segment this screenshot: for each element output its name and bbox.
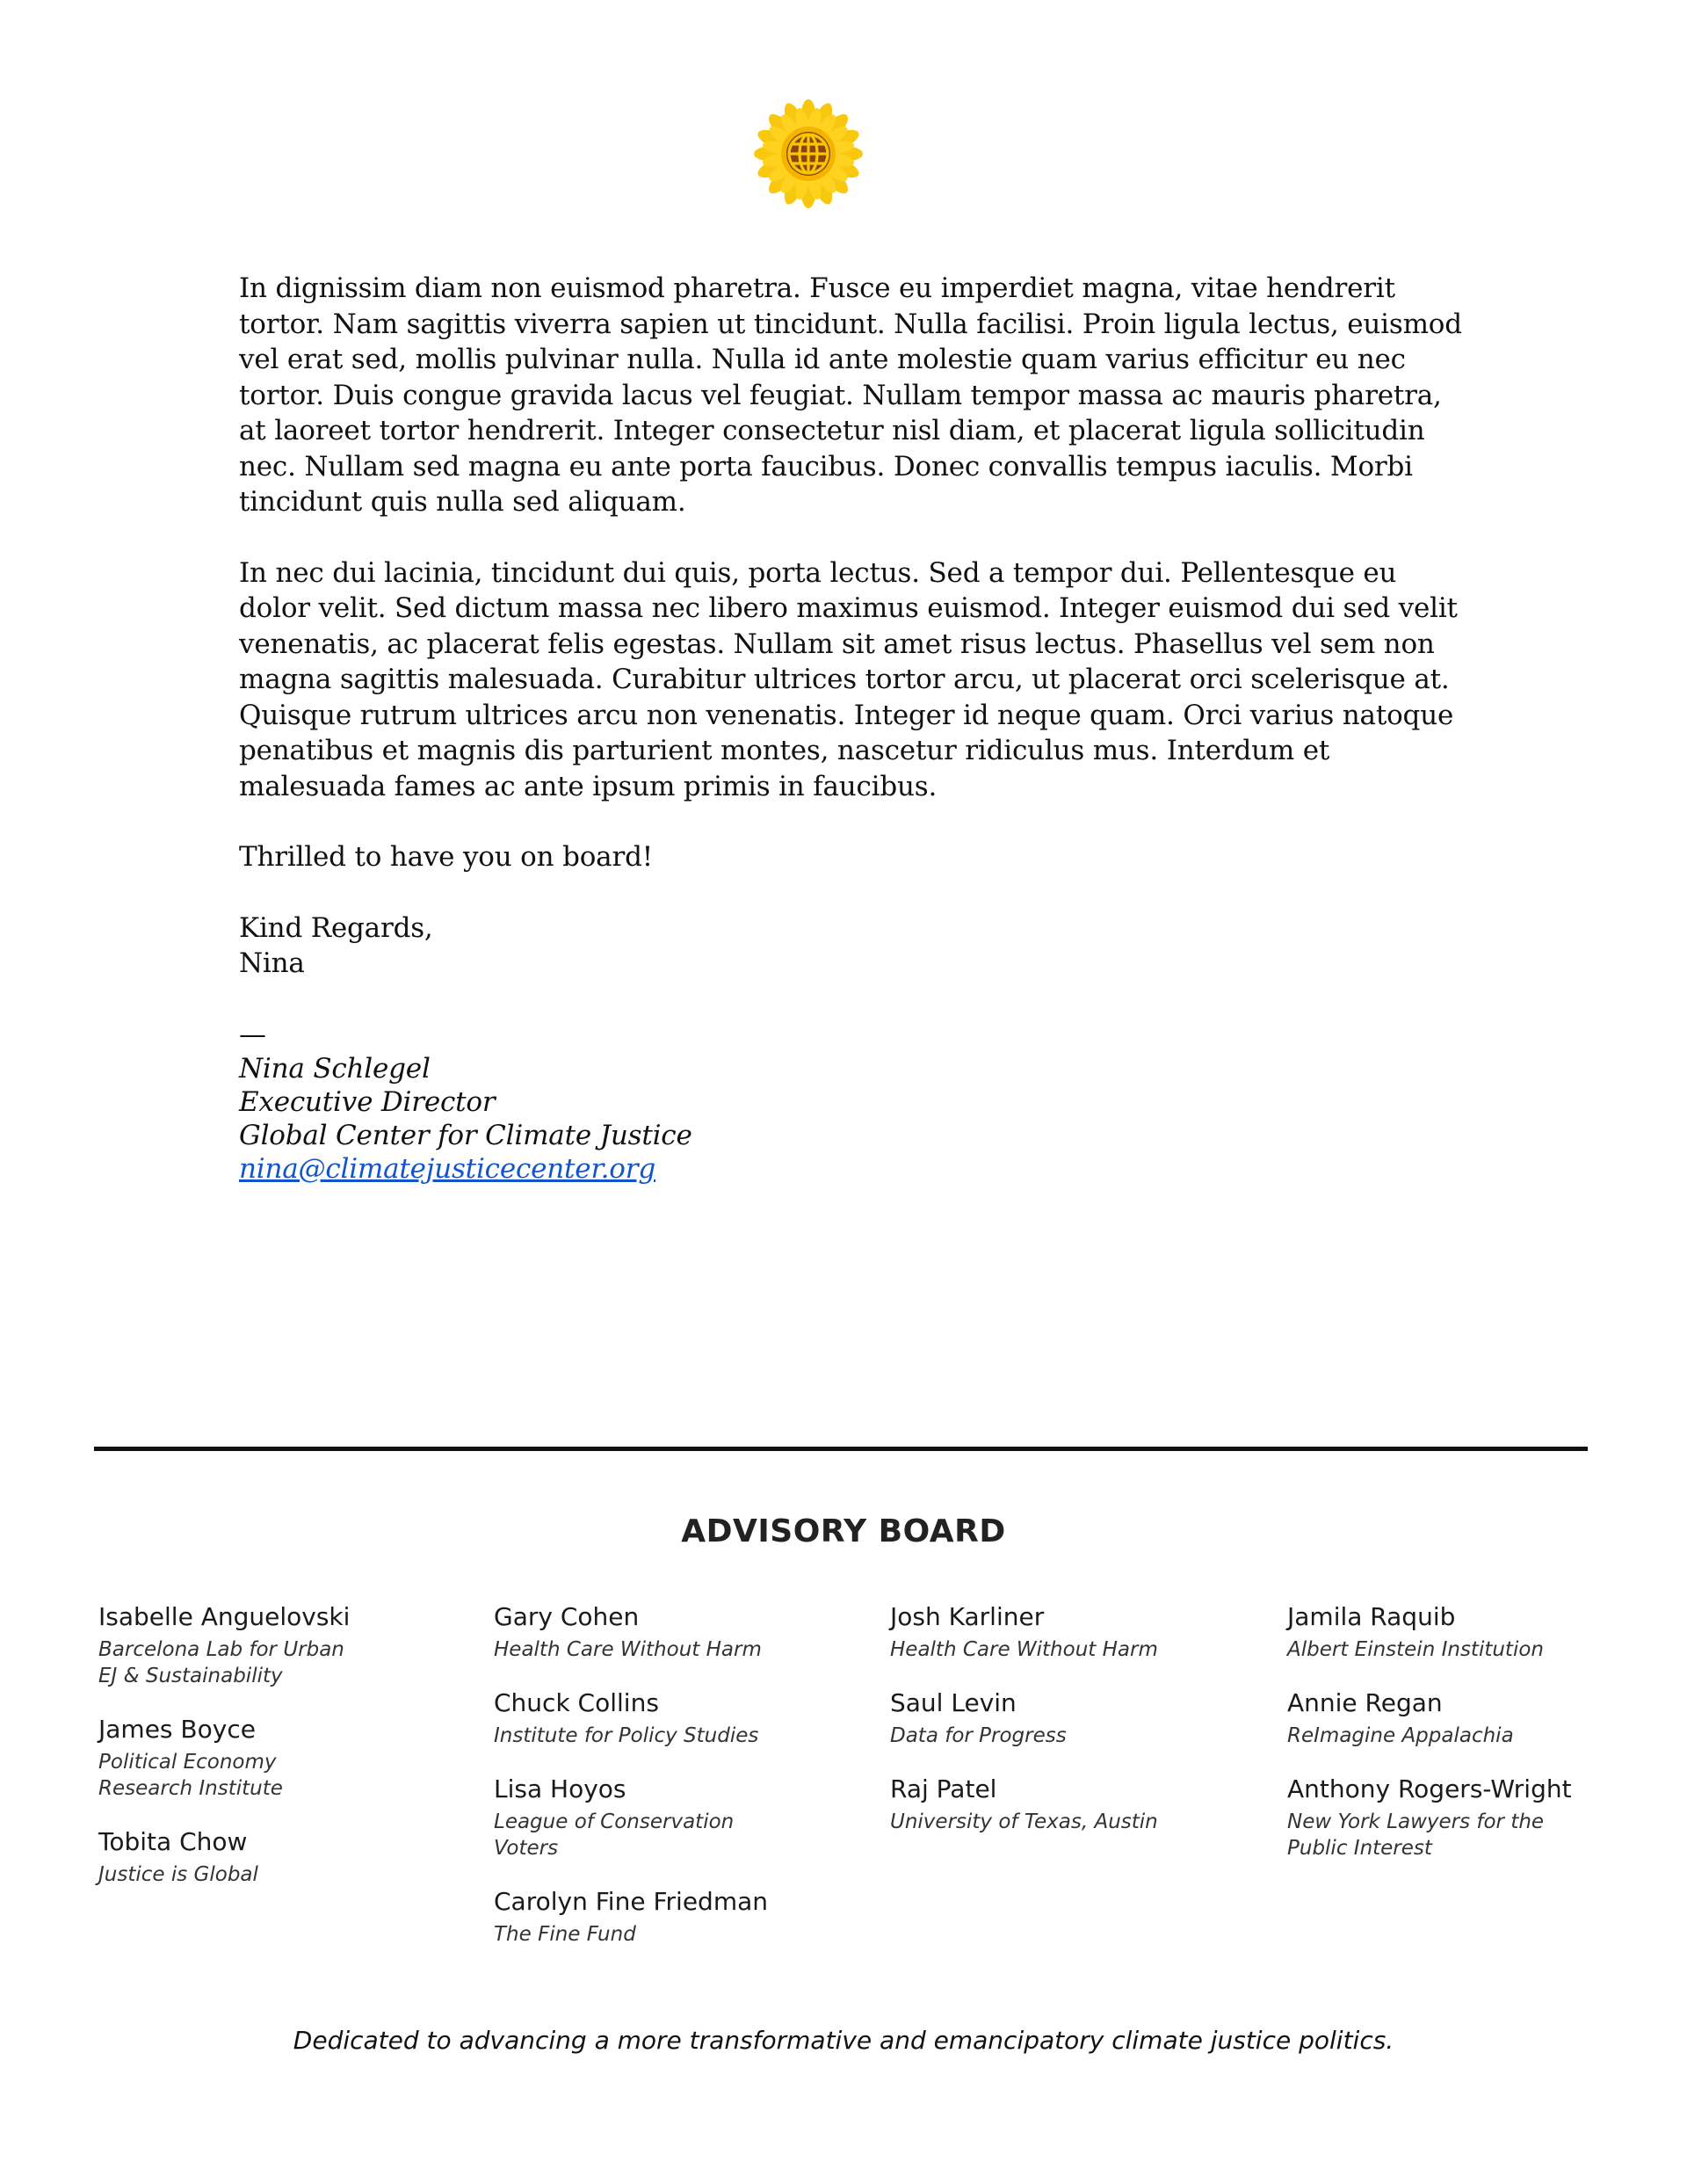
organization-line: EJ & Sustainability <box>98 1665 283 1687</box>
board-member <box>890 1687 1277 1749</box>
footer-divider <box>94 1447 1588 1451</box>
closing-phrase: Kind Regards, <box>239 911 433 944</box>
organization-line: Data for Progress <box>890 1724 1067 1747</box>
organization-line: League of Conservation <box>494 1810 735 1833</box>
organization-line: Albert Einstein Institution <box>1287 1638 1544 1661</box>
closing-name: Nina <box>239 947 305 979</box>
board-member-organization <box>890 1636 1277 1663</box>
advisory-board-column <box>1287 1601 1674 1886</box>
sunflower-globe-logo <box>751 97 865 211</box>
board-member-name: Tobita Chow <box>98 1827 248 1856</box>
board-member-name: Saul Levin <box>890 1688 1017 1717</box>
board-member-name: Gary Cohen <box>494 1602 640 1631</box>
board-member-name: Lisa Hoyos <box>494 1774 626 1803</box>
organization-line: The Fine Fund <box>494 1923 636 1946</box>
board-member-name: Raj Patel <box>890 1774 997 1803</box>
advisory-board-column <box>98 1601 485 1912</box>
board-member-organization <box>98 1749 485 1802</box>
organization-line: Institute for Policy Studies <box>494 1724 759 1747</box>
signature-name: Nina Schlegel <box>239 1052 431 1085</box>
board-member-organization <box>890 1723 1277 1749</box>
organization-line: Research Institute <box>98 1777 283 1800</box>
board-member-organization <box>1287 1723 1674 1749</box>
board-member-name: Jamila Raquib <box>1287 1602 1456 1631</box>
organization-line: New York Lawyers for the <box>1287 1810 1545 1833</box>
board-member <box>98 1601 485 1689</box>
board-member-organization <box>98 1861 485 1888</box>
organization-line: Justice is Global <box>98 1863 258 1886</box>
board-member-organization <box>890 1809 1277 1835</box>
board-member-name: Annie Regan <box>1287 1688 1443 1717</box>
organization-line: University of Texas, Austin <box>890 1810 1158 1833</box>
board-member <box>1287 1601 1674 1663</box>
board-member-name: Isabelle Anguelovski <box>98 1602 351 1631</box>
board-member-organization <box>1287 1636 1674 1663</box>
board-member <box>890 1774 1277 1835</box>
board-member-organization <box>494 1723 880 1749</box>
board-member <box>98 1826 485 1888</box>
board-member-organization <box>494 1636 880 1663</box>
organization-line: Barcelona Lab for Urban <box>98 1638 344 1661</box>
signature-block <box>239 1017 1469 1186</box>
board-member-organization <box>1287 1809 1674 1861</box>
signature-email-link[interactable]: nina@climatejusticecenter.org <box>239 1152 656 1185</box>
organization-line: Public Interest <box>1287 1837 1432 1860</box>
organization-line: Health Care Without Harm <box>494 1638 762 1661</box>
board-member-name: Carolyn Fine Friedman <box>494 1887 768 1916</box>
footer-tagline: Dedicated to advancing a more transformative and emancipatory climate justice politics. <box>293 2026 1394 2055</box>
letter-paragraph: In nec dui lacinia, tincidunt dui quis, porta lectus. Sed a tempor dui. Pellentesque eu dolor velit. Sed dictum massa nec libero maximus euismod. Integer euismod dui sed velit venenatis, ac placerat felis egestas. Nullam sit amet risus lectus. Phasellus vel sem non magna sagittis malesuada. Curabitur ultrices tortor arcu, ut placerat orci scelerisque at. Quisque rutrum ultrices arcu non venenatis. Integer id neque quam. Orci varius natoque penatibus et magnis dis parturient montes, nascetur ridiculus mus. Interdum et malesuada fames ac ante ipsum primis in faucibus. <box>239 556 1458 802</box>
letter-body <box>239 271 1469 1186</box>
signature-dash: — <box>239 1018 266 1050</box>
board-member-name: Chuck Collins <box>494 1688 659 1717</box>
board-member <box>1287 1774 1674 1861</box>
advisory-board-title: ADVISORY BOARD <box>681 1513 1006 1549</box>
organization-line: Voters <box>494 1837 559 1860</box>
board-member <box>98 1714 485 1802</box>
board-member-organization <box>494 1921 880 1948</box>
letter-closing <box>239 911 1469 982</box>
board-member-name: Josh Karliner <box>890 1602 1045 1631</box>
board-member-name: James Boyce <box>98 1715 256 1744</box>
board-member <box>494 1774 880 1861</box>
signature-title: Executive Director <box>239 1085 496 1118</box>
signature-organization: Global Center for Climate Justice <box>239 1119 692 1151</box>
advisory-board-column <box>494 1601 880 1972</box>
organization-line: ReImagine Appalachia <box>1287 1724 1514 1747</box>
globe-icon <box>786 132 830 176</box>
board-member-organization <box>494 1809 880 1861</box>
letter-paragraph: In dignissim diam non euismod pharetra. Fusce eu imperdiet magna, vitae hendrerit tortor. Nam sagittis viverra sapien ut tincidunt. Nulla facilisi. Proin ligula lectus, euismod vel erat sed, mollis pulvinar nulla. Nulla id ante molestie quam varius efficitur eu nec tortor. Duis congue gravida lacus vel feugiat. Nullam tempor massa ac mauris pharetra, at laoreet tortor hendrerit. Integer consectetur nisl diam, et placerat ligula sollicitudin nec. Nullam sed magna eu ante porta faucibus. Donec convallis tempus iaculis. Morbi tincidunt quis nulla sed aliquam. <box>239 272 1462 518</box>
organization-line: Political Economy <box>98 1751 277 1774</box>
board-member <box>494 1687 880 1749</box>
board-member <box>890 1601 1277 1663</box>
letter-paragraph: Thrilled to have you on board! <box>239 841 653 873</box>
organization-line: Health Care Without Harm <box>890 1638 1158 1661</box>
board-member <box>1287 1687 1674 1749</box>
board-member-organization <box>98 1636 485 1689</box>
board-member <box>494 1886 880 1948</box>
advisory-board-column <box>890 1601 1277 1860</box>
board-member <box>494 1601 880 1663</box>
board-member-name: Anthony Rogers-Wright <box>1287 1774 1572 1803</box>
